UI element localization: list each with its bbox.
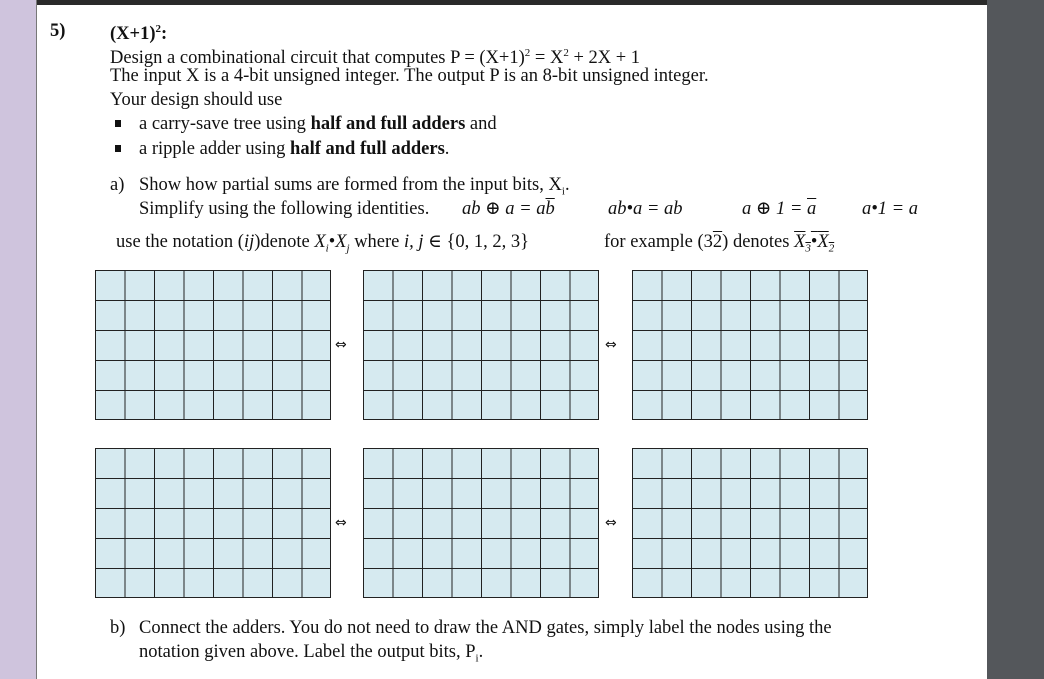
- problem-number: 5): [50, 21, 66, 41]
- equivalence-arrow-icon: ⇔: [605, 515, 617, 531]
- partial-sum-grid: [363, 270, 599, 420]
- bullet-marker: [115, 145, 121, 152]
- partial-sum-grid: [363, 448, 599, 598]
- page-left-border: [36, 0, 37, 679]
- part-a-label: a): [110, 175, 125, 195]
- intro-line-1: Design a combinational circuit that computes $P = (X+1)^2 = X^2 + 2X + 1$: [110, 47, 641, 69]
- identity-2: ab•a = ab: [608, 199, 683, 219]
- page-top-border: [36, 0, 987, 5]
- identity-3: a ⊕ $1 = \overline{a}$: [742, 199, 817, 219]
- partial-sum-grid: [632, 270, 868, 420]
- bullet-item-carry-save: a carry-save tree using half and full adders and: [139, 114, 497, 134]
- part-a-line-2: Simplify using the following identities.: [139, 199, 430, 219]
- bullet-marker: [115, 120, 121, 127]
- equivalence-arrow-icon: ⇔: [335, 337, 347, 353]
- notation-example: for example (32) denotes $X_3•X_2$: [604, 232, 835, 255]
- identity-1: ab ⊕ $a = a\overline{b}$: [462, 199, 555, 219]
- part-a-line-1: Show how partial sums are formed from the input bits, $X_i$.: [139, 175, 570, 198]
- equivalence-arrow-icon: ⇔: [605, 337, 617, 353]
- problem-title: $(X+1)^2$:: [110, 23, 168, 45]
- notation-line: use the notation (ij)denote $X_i•X_j$ where i, j ∈ {0, 1, 2, 3}: [116, 232, 530, 255]
- partial-sum-grid: [632, 448, 868, 598]
- part-b-line-2: notation given above. Label the output bits, $P_i$.: [139, 642, 484, 665]
- bullet-item-ripple: a ripple adder using half and full adders.: [139, 139, 450, 159]
- intro-line-2: The input X is a 4-bit unsigned integer. The output P is an 8-bit unsigned integer.: [110, 66, 709, 86]
- part-b-line-1: Connect the adders. You do not need to draw the AND gates, simply label the nodes using the: [139, 618, 832, 638]
- intro-line-3: Your design should use: [110, 90, 283, 110]
- partial-sum-grid: [95, 270, 331, 420]
- equivalence-arrow-icon: ⇔: [335, 515, 347, 531]
- partial-sum-grid: [95, 448, 331, 598]
- identity-4: a•1 = a: [862, 199, 918, 219]
- part-b-label: b): [110, 618, 126, 638]
- viewer-side-panel: [987, 0, 1044, 679]
